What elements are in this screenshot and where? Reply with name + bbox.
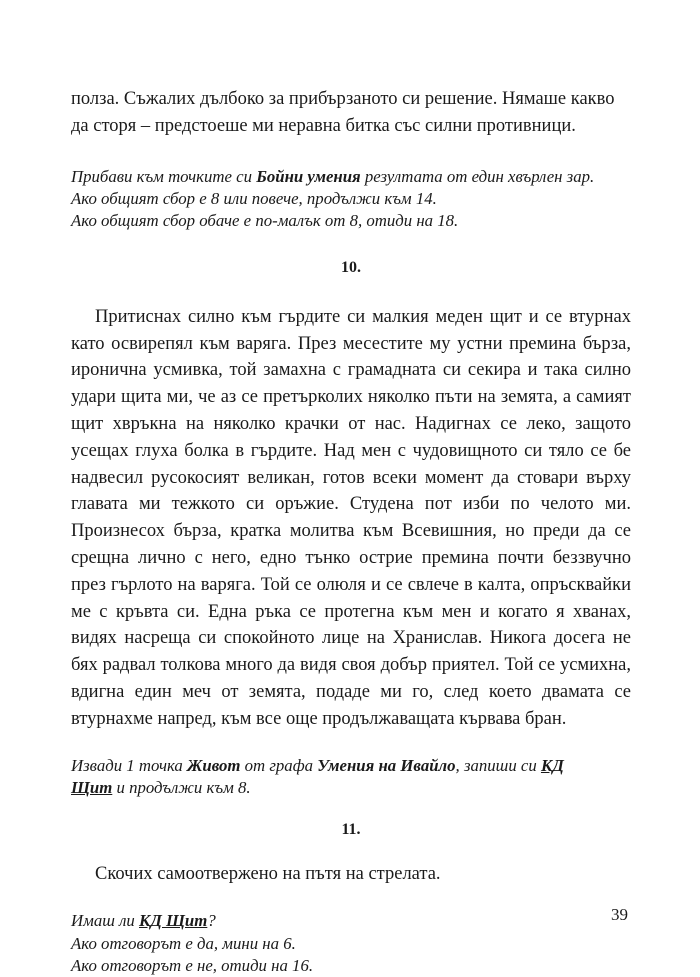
note-3-line-2: Ако отговорът е да, мини на 6. [71,933,296,953]
section-11-paragraph: Скочих самоотвержено на пътя на стрелата. [95,864,441,885]
skill-name-battle: Бойни умения [256,166,361,186]
instruction-note-1 [71,166,631,233]
book-page [71,86,631,977]
section-10-paragraph: Притиснах силно към гърдите си малкия меден щит и се втурнах като освирепял към варяга. През месестите му устни премина бърза, иронична усмивка, той замахна с грамадната си секира и така силно удари щита ми, че аз се претърколих няколко пъти на земята, а самият щит хвръкна на няколко крачки от нас. Надигнах се леко, защото усещах глуха болка в гърдите. Над мен с чудовищното си тяло се бе надвесил русокосият великан, готов всеки момент да стовари върху главата ми тежкото си оръжие. Студена пот изби по челото ми. Произнесох бърза, кратка молитва към Всевишния, но преди да се срещна лично с него, едно тънко острие премина почти беззвучно през гърлото на варяга. Той се олюля и се свлече в калта, опръсквайки ме с кръвта си. Една ръка се протегна към мен и когато я хванах, видях насреща си спокойното лице на Хранислав. Никога досега не бях радвал толкова много да видя своя добър приятел. Той се усмихна, вдигна един меч от земята, подаде ми го, след което двамата се втурнахме напред, към все още продължаващата кървава бран. [71,306,631,729]
note-2-line-2: Щит и продължи към 8. [71,777,251,797]
section-heading-10: 10. [341,258,361,276]
page-number: 39 [611,905,628,924]
instruction-note-3 [71,910,631,977]
note-3-line-3: Ако отговорът е не, отиди на 16. [71,955,314,975]
intro-line-1: полза. Съжалих дълбоко за прибързаното си решение. Нямаше какво [71,89,615,109]
note-1-line-2: Ако общият сбор е 8 или повече, продължи към 14. [71,189,437,208]
section-heading-11: 11. [341,821,361,839]
note-1-line-1: Прибави към точките си Бойни умения резултата от един хвърлен зар. [71,166,595,186]
note-3-question: Имаш ли КД Щит? [71,911,216,931]
instruction-note-2 [71,755,631,800]
intro-paragraph [71,86,631,140]
note-2-line-1: Извади 1 точка Живот от графа Умения на Ивайло, запиши си КД [71,755,564,775]
intro-line-2: да сторя – предстоеше ми неравна битка със силни противници. [71,115,576,136]
note-1-line-3: Ако общият сбор обаче е по-малък от 8, отиди на 18. [71,211,459,231]
